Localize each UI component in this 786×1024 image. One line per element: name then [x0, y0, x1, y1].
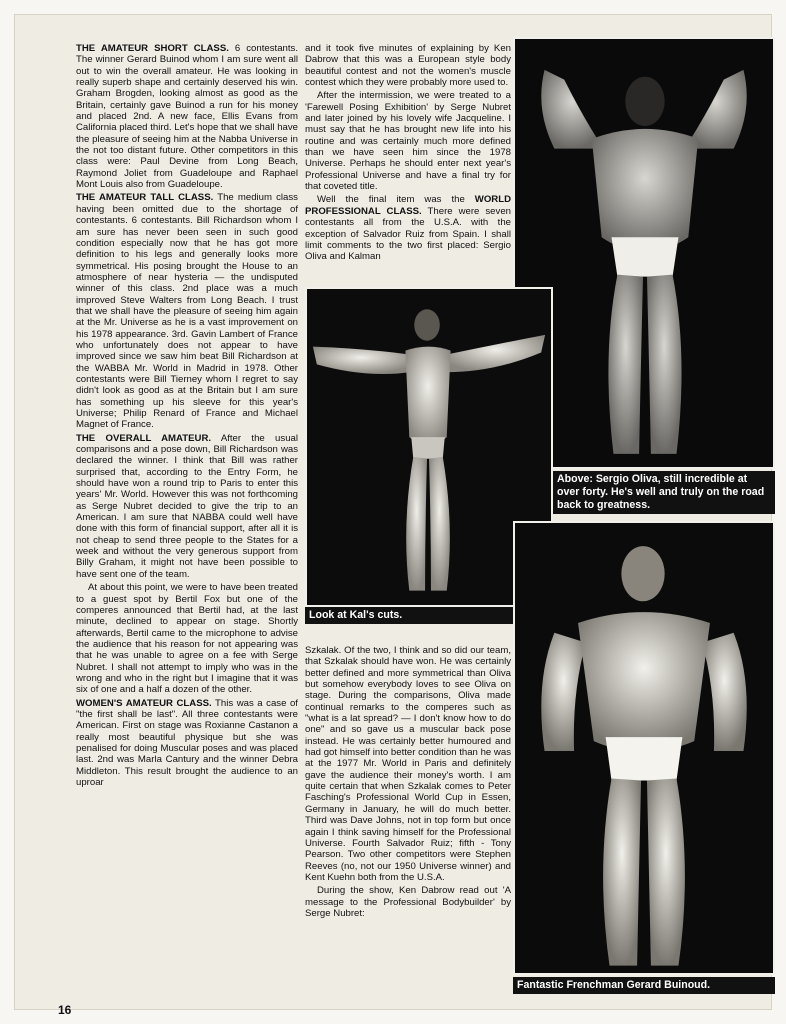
paragraph-intermission: After the intermission, we were treated to a 'Farewell Posing Exhibition' by Serge Nubret and later joined by his lovely wife Jacqueline. I must say that he has brought new life into his routine and was certainly much more defined than we have seen him since the 1978 Universe. Perhaps he should enter next year's Professional Universe and have a final try for that coveted title.: [305, 90, 511, 193]
paragraph-tall-class: [76, 192, 298, 430]
heading-overall-amateur: THE OVERALL AMATEUR.: [76, 432, 212, 444]
body-tall-class: The medium class having been omitted due to the shortage of contestants. 6 contestants. Bill Richardson whom I am sure has never been seen in such good condition especially now that he has got more definition to his legs and generally looks more symmetrical. His posing brought the House to an atmosphere of near hysteria — the undisputed winner of this class. 2nd place was a much improved Steve Walters from Long Beach. I trust that we shall have the pleasure of seeing him again at the Mr. Universe as he is a vast improvement on his 1978 appearance. 3rd. Gavin Lambert of France who unfortunately does not appear to have improved since we saw him beat Bill Richardson at the WABBA Mr. World in Madrid in 1978. Other contestants were Bill Tierney whom I regret to say didn't look as good as at the Britain but I am sure has something up his sleeve for this year's Universe; Philip Renard of France and Michael Magnet of France.: [76, 192, 298, 431]
body-overall-amateur: After the usual comparisons and a pose down, Bill Richardson was declared the winner. I think that Bill was rather surprised that, according to the Entry Form, he should have won a round trip to Paris to enter this years' Mr. World. However this was not forthcoming as Serge Nubret decided to give the trip to an American. I am sure that NABBA could well have done with this form of financial support, after all it is not cheap to send three people to the States for a week and without the very generous support from Billy Graham, it might not have been possible to have sent one of the team.: [76, 432, 298, 580]
text-column-2-bottom: [305, 645, 511, 921]
photo-gerard-buinoud: [513, 521, 775, 975]
caption-kal: Look at Kal's cuts.: [305, 607, 553, 624]
caption-oliva: Above: Sergio Oliva, still incredible at over forty. He's well and truly on the road back to greatness.: [553, 471, 775, 514]
paragraph-bertil-fox: At about this point, we were to have been treated to a guest spot by Bertil Fox but one of the comperes announced that Bertil had, at the last minute, declined to appear on stage. Shortly afterwards, Bertil came to the microphone to advise the audience that his reason for not appearing was that he was unable to agree on a fee with Serge Nubret. I shall not attempt to imply who was in the wrong and who in the right but I imagine that it was six of one and a half a dozen of the other.: [76, 582, 298, 696]
paragraph-womens-class: [76, 698, 298, 789]
paragraph-overall-amateur: [76, 433, 298, 580]
heading-world-pro: WORLD PROFESSIONAL CLASS.: [305, 194, 511, 217]
body-short-class: 6 contestants. The winner Gerard Buinod whom I am sure went all out to win the overall amateur. He was looking in really superb shape and certainly deserved his win. Graham Brogden, looking almost as good as the Britain, certainly gave Buinod a run for his money and placed 2nd. A new face, Ellis Evans from California placed third. Let's hope that we shall have the pleasure of seeing him at the Nabba Universe in the not too distant future. Other competitors in this class were: Paul Devine from Long Beach, Raymond Joliet from Guadeloupe and Raphael Mont Louis also from Guadeloupe.: [76, 43, 298, 191]
paragraph-uproar-continued: and it took five minutes of explaining by Ken Dabrow that this was a European style body beautiful contest and not the women's muscle contest which they were probably more used to.: [305, 43, 511, 89]
lead-world-pro: Well the final item was the: [317, 194, 475, 206]
body-world-pro: There were seven contestants all from the U.S.A. with the exception of Salvador Ruiz from Spain. I shall limit comments to the two first placed: Sergio Oliva and Kalman: [305, 205, 511, 263]
text-column-2-top: [305, 43, 511, 265]
paragraph-message: During the show, Ken Dabrow read out 'A message to the Professional Bodybuilder' by Serge Nubret:: [305, 885, 511, 919]
paragraph-short-class: [76, 43, 298, 190]
bodybuilder-lat-spread-photo: [515, 523, 773, 973]
paragraph-szkalak: Szkalak. Of the two, I think and so did our team, that Szkalak should have won. He was certainly better defined and more symmetrical than Oliva but somehow everybody loves to see Oliva on stage. During the comparisons, Oliva made continual remarks to the comperes such as "what is a lat spread? — I don't know how to do one" and so gave us a muscular back pose instead. He was certainly better humoured and had got himself into better condition than he was at the 1977 Mr. World in Paris and definitely gave the audience their money's worth. I am quite certain that when Szkalak comes to Peter Fasching's Professional World Cup in Essen, Germany in January, he will do much better. Third was Dave Johns, not in top form but once again I think saving himself for the Professional Universe. Fourth Salvador Ruiz; fifth - Tony Pearson. Two other competitors were Stephen Reeves (no, not our 1950 Universe winner) and Kent Kuehn both from the U.S.A.: [305, 645, 511, 883]
page-number: 16: [58, 1003, 72, 1017]
text-column-1: [76, 43, 298, 790]
magazine-page: [14, 14, 772, 1010]
paragraph-world-pro: [305, 194, 511, 262]
bodybuilder-double-biceps-photo: [515, 39, 773, 467]
body-womens-class: This was a case of "the first shall be last". All three contestants were American. First on stage was Roxianne Castanon a really most beautiful physique but she was penalised for doing Muscular poses and was placed last. 2nd was Marla Cantury and the winner Debra Middleton. This result brought the audience to an uproar: [76, 697, 298, 788]
heading-womens-class: WOMEN'S AMATEUR CLASS.: [76, 697, 212, 709]
heading-short-class: THE AMATEUR SHORT CLASS.: [76, 43, 229, 54]
heading-tall-class: THE AMATEUR TALL CLASS.: [76, 192, 214, 204]
caption-buinoud: Fantastic Frenchman Gerard Buinoud.: [513, 977, 775, 994]
